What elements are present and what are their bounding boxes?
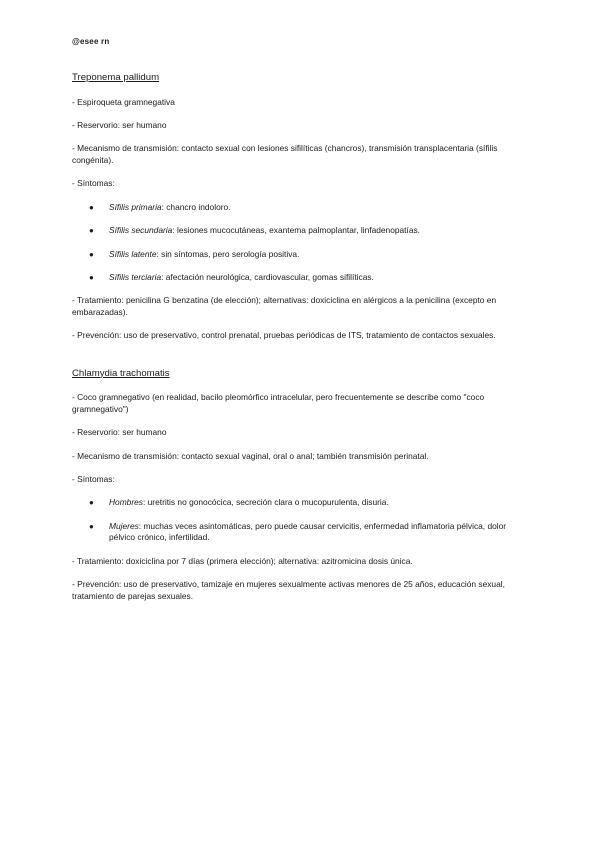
list-item [72,249,530,261]
list-item [72,202,530,214]
bullet-icon: ● [89,498,94,508]
reservoir-line: - Reservorio: ser humano [72,119,167,130]
treatment-line: - Tratamiento: penicilina G benzatina (de elección); alternativas: doxiciclina en alérgicos a la penicilina (excepto en embarazadas). [72,295,497,317]
symptom-desc: : lesiones mucocutáneas, exantema palmoplantar, linfadenopatías. [172,225,420,236]
symptom-term: Sífilis primaria [109,201,162,212]
symptoms-label: - Síntomas: [72,474,115,485]
document-content [72,72,530,614]
symptoms-list [72,202,530,284]
agent-line: - Coco gramnegativo (en realidad, bacilo pleomórfico intracelular, pero frecuentemente se describe como "coco gramnegativo") [72,392,485,414]
symptom-desc: : sin síntomas, pero serología positiva. [156,248,300,259]
bullet-icon: ● [89,521,94,531]
prevention-line: - Prevención: uso de preservativo, tamizaje en mujeres sexualmente activas menores de 25 años, educación sexual, tratamiento de parejas sexuales. [72,579,505,601]
symptom-term: Mujeres [109,520,139,531]
bullet-icon: ● [89,272,94,282]
symptom-term: Sífilis terciaria [109,271,162,282]
section-treponema [72,72,530,342]
symptom-desc: : muchas veces asintomáticas, pero puede causar cervicitis, enfermedad inflamatoria pélvica, dolor pélvico crónico, infertilidad. [109,520,507,543]
symptom-desc: : uretritis no gonocócica, secreción clara o mucopurulenta, disuria. [142,497,389,508]
reservoir-line: - Reservorio: ser humano [72,427,167,438]
prevention-line: - Prevención: uso de preservativo, control prenatal, pruebas periódicas de ITS, tratamiento de contactos sexuales. [72,330,496,341]
treatment-line: - Tratamiento: doxiciclina por 7 días (primera elección); alternativa: azitromicina dosis única. [72,555,413,566]
bullet-icon: ● [89,226,94,236]
transmission-line: - Mecanismo de transmisión: contacto sexual vaginal, oral o anal; también transmisión perinatal. [72,450,429,461]
symptom-desc: : chancro indoloro. [161,201,231,212]
agent-line: - Espiroqueta gramnegativa [72,96,175,107]
symptom-term: Sífilis secundaria [109,225,173,236]
transmission-line: - Mecanismo de transmisión: contacto sexual con lesiones sifilíticas (chancros), transmisión transplacentaria (sífilis congénita). [72,143,498,165]
symptoms-list [72,497,530,544]
list-item [72,225,530,237]
list-item [72,272,530,284]
symptom-term: Hombres [109,497,143,508]
symptom-desc: : afectación neurológica, cardiovascular, gomas sifilíticas. [161,271,374,282]
list-item [72,521,530,544]
bullet-icon: ● [89,202,94,212]
section-spacer [72,354,530,368]
page-header: @esee rn [72,37,110,46]
symptoms-label: - Síntomas: [72,178,115,189]
section-title: Treponema pallidum [72,72,160,83]
list-item [72,497,530,509]
symptom-term: Sífilis latente [109,248,157,259]
section-title: Chlamydia trachomatis [72,367,170,379]
bullet-icon: ● [89,249,94,259]
section-chlamydia [72,368,530,603]
